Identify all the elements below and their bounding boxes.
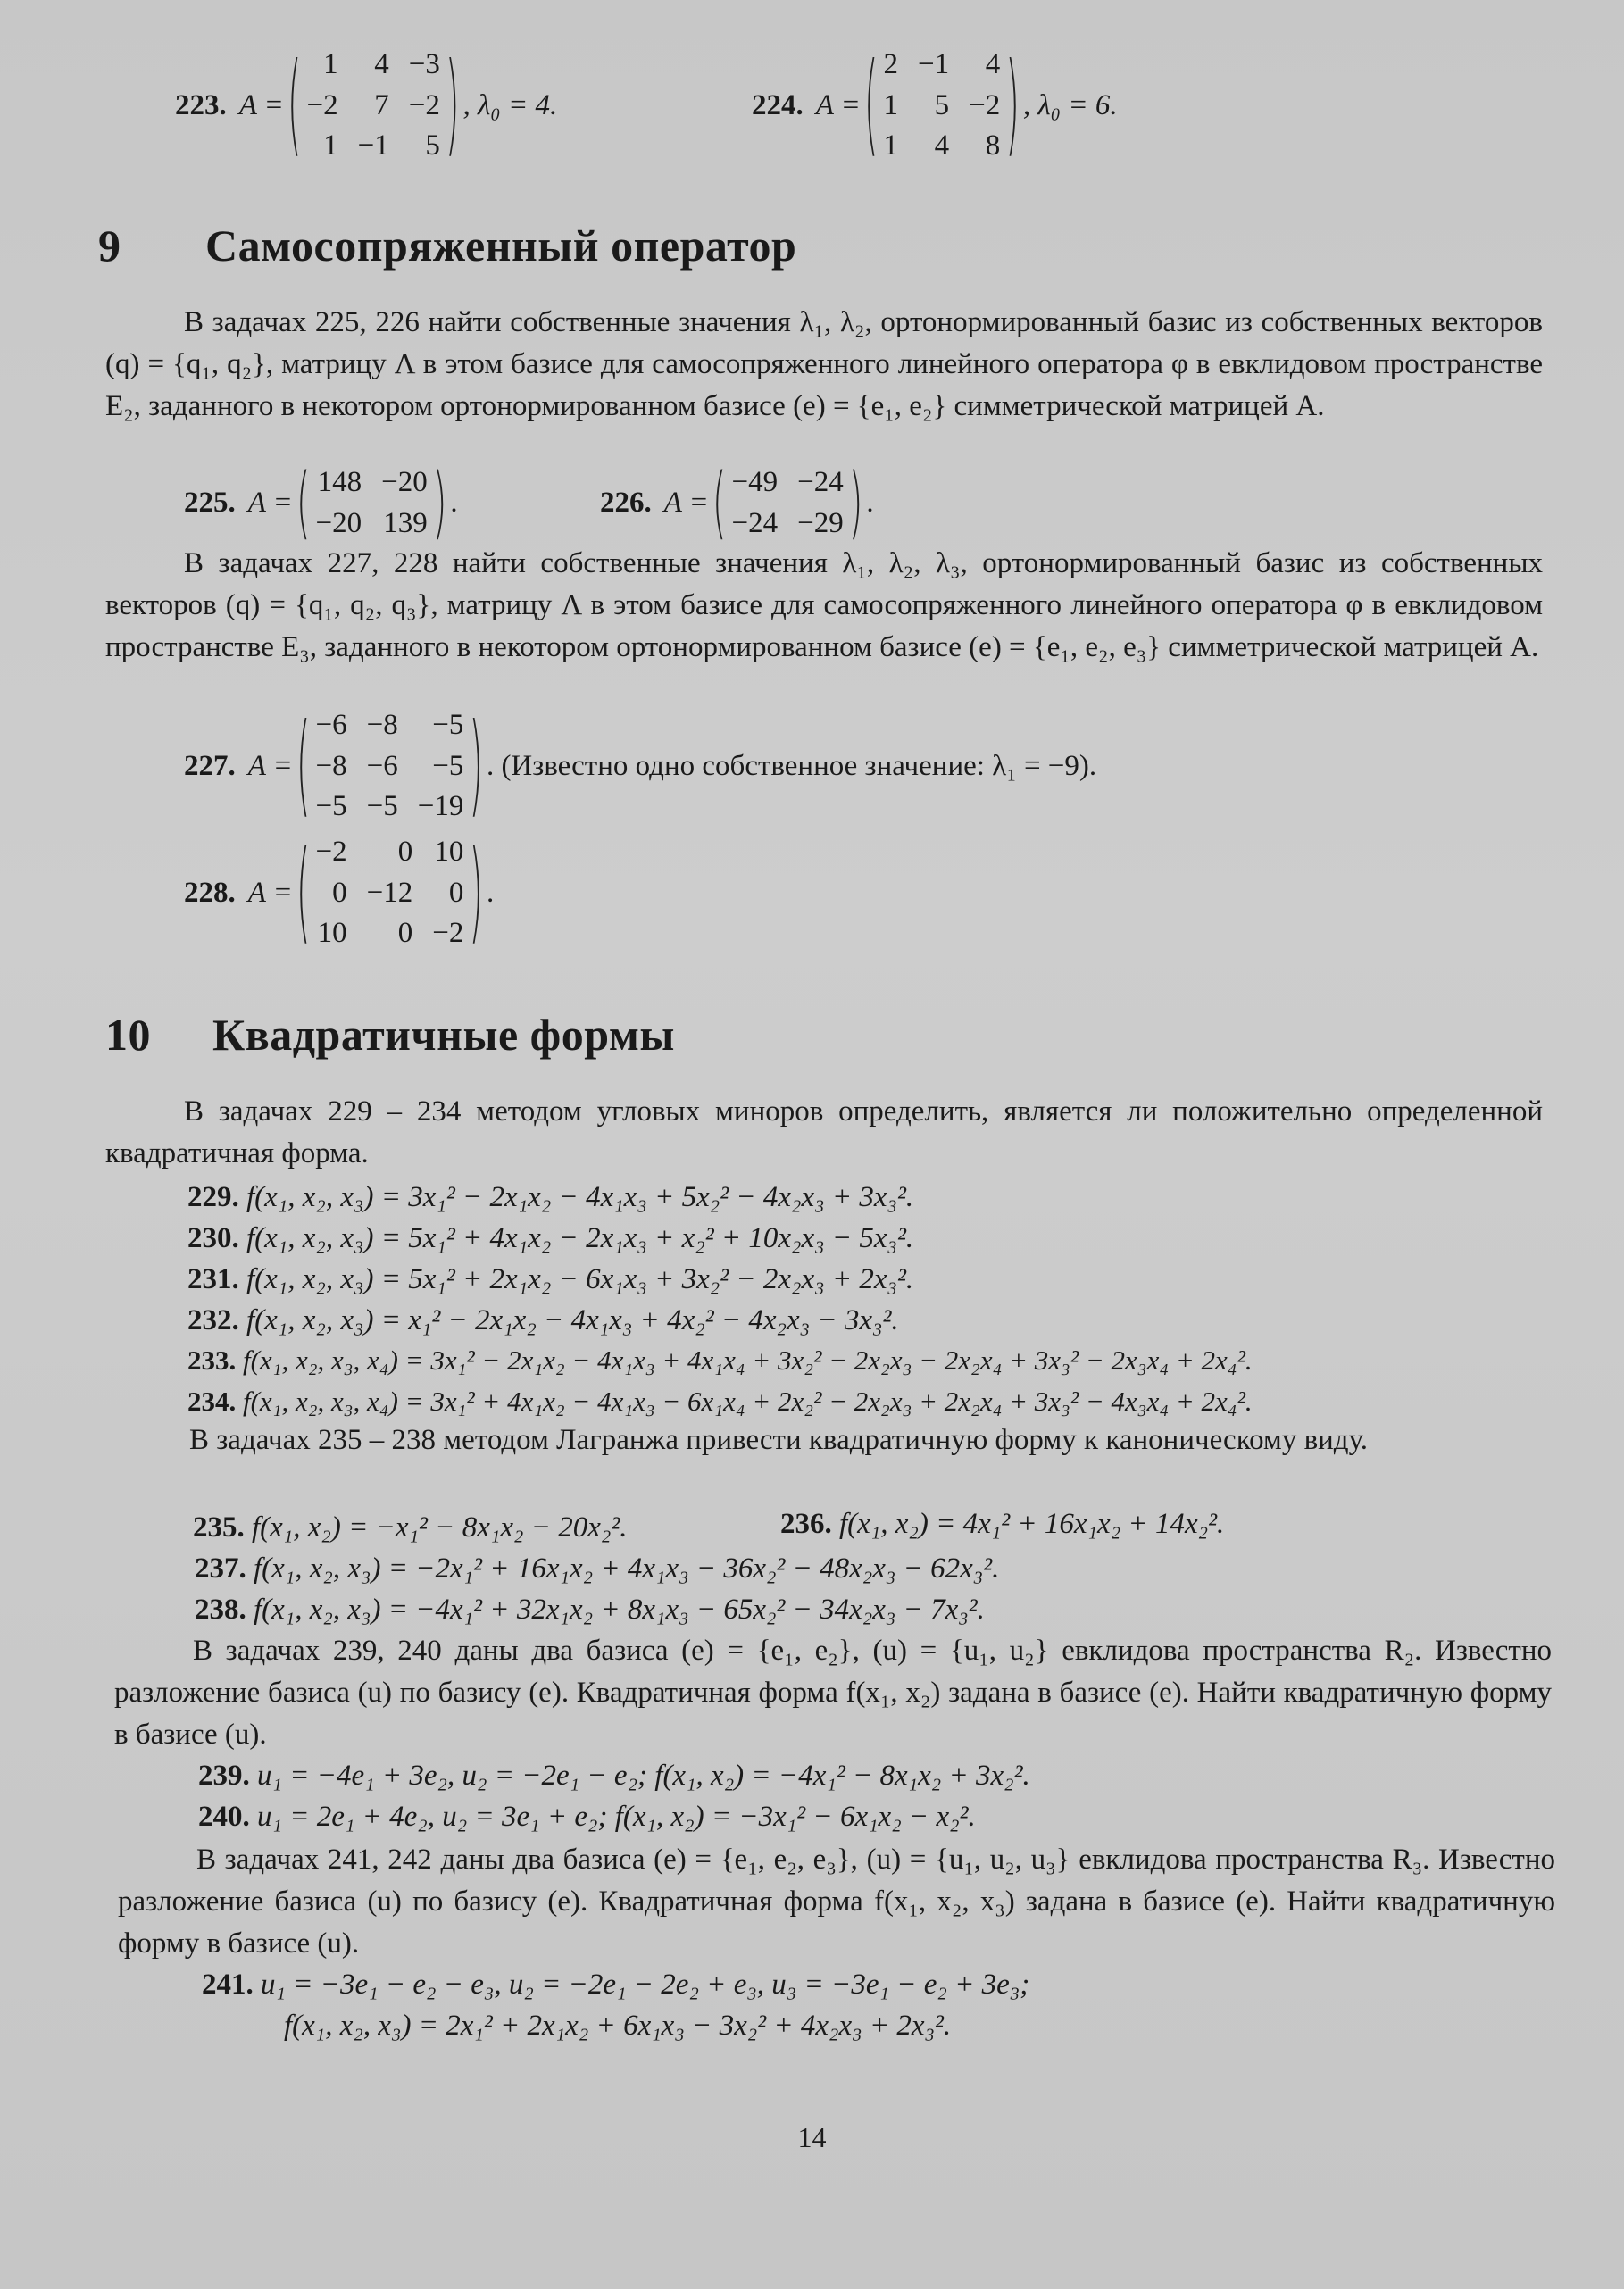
- problem-expression: u₁ = −4e₁ + 3e₂, u₂ = −2e₁ − e₂; f(x₁, x₂) = −4x₁² − 8x₁x₂ + 3x₂².: [257, 1760, 1030, 1792]
- matrix-cell: −1: [357, 129, 389, 162]
- matrix-cell: −19: [417, 790, 464, 823]
- problem-241: [202, 1964, 1029, 2006]
- matrix-cell: −8: [315, 749, 347, 782]
- problem-expression: f(x₁, x₂) = −x₁² − 8x₁x₂ − 20x₂².: [252, 1511, 628, 1544]
- problem-expression: f(x₁, x₂, x₃, x₄) = 3x₁² − 2x₁x₂ − 4x₁x₃ + 4x₁x₄ + 3x₂² − 2x₂x₃ − 2x₂x₄ + 3x₃² − 2x₃x₄ + 2x₄².: [243, 1344, 1253, 1376]
- problem-label: 236.: [780, 1508, 832, 1540]
- matrix-left-paren: (: [296, 828, 311, 957]
- section-heading-10: [105, 1003, 675, 1067]
- matrix-cell: 7: [374, 88, 389, 121]
- problem-expression: u₁ = −3e₁ − e₂ − e₃, u₂ = −2e₁ − 2e₂ + e₃, u₃ = −3e₁ − e₂ + 3e₃;: [261, 1969, 1030, 2001]
- matrix-cell: 4: [985, 48, 1001, 80]
- problem-tail: .: [450, 487, 458, 520]
- matrix-cell: 10: [317, 917, 347, 950]
- matrix-left-paren: (: [296, 457, 311, 549]
- matrix-cell: −2: [969, 88, 1001, 121]
- problem-227: [184, 702, 1097, 830]
- problem-233: [187, 1341, 1253, 1380]
- matrix: [296, 457, 447, 549]
- matrix-cell: 1: [323, 129, 338, 162]
- matrix-cell: 10: [434, 836, 464, 868]
- problem-expression: u₁ = 2e₁ + 4e₂, u₂ = 3e₁ + e₂; f(x₁, x₂) = −3x₁² − 6x₁x₂ − x₂².: [257, 1801, 976, 1833]
- matrix-cell: 0: [332, 876, 347, 909]
- matrix-cell: −2: [315, 836, 347, 868]
- matrix-cell: 139: [383, 506, 428, 539]
- intro-235-238: В задачах 235 – 238 методом Лагранжа привести квадратичную форму к каноническому виду.: [189, 1424, 1369, 1456]
- matrix: [712, 457, 863, 549]
- matrix: [296, 702, 483, 830]
- matrix-cell: 2: [883, 48, 898, 80]
- problem-expression: f(x₁, x₂, x₃, x₄) = 3x₁² + 4x₁x₂ − 4x₁x₃ − 6x₁x₄ + 2x₂² − 2x₂x₃ + 2x₂x₄ + 3x₃² − 4x₃x₄ + 2x₄².: [243, 1386, 1253, 1417]
- problem-label: 228.: [184, 876, 236, 909]
- problem-label: 225.: [184, 487, 236, 520]
- matrix-cell: −2: [432, 917, 464, 950]
- section-title: Самосопряженный оператор: [205, 221, 797, 271]
- section-title: Квадратичные формы: [212, 1010, 675, 1060]
- matrix-cell: 0: [397, 917, 413, 950]
- matrix-cell: −5: [432, 709, 464, 741]
- problem-expression: f(x₁, x₂) = 4x₁² + 16x₁x₂ + 14x₂².: [839, 1508, 1225, 1540]
- problem-230: [187, 1218, 913, 1260]
- matrix-right-paren: ): [445, 41, 460, 170]
- matrix-cell: −24: [731, 506, 779, 539]
- section-number: 10: [105, 1010, 151, 1060]
- problem-234: [187, 1382, 1253, 1421]
- matrix-left-paren: (: [296, 702, 311, 830]
- matrix-cell: −2: [408, 88, 440, 121]
- matrix-cell: −12: [366, 876, 413, 909]
- problem-tail: .: [866, 487, 874, 520]
- problem-237: [195, 1548, 999, 1590]
- problem-label: 234.: [187, 1386, 237, 1417]
- intro-227-228: В задачах 227, 228 найти собственные значения λ₁, λ₂, λ₃, ортонормированный базис из собственных векторов (q) = {q₁, q₂, q₃}, матрицу Λ в этом базисе для самосопряженного линейного оператора φ в евклидовом пространстве E₃, заданного в некотором ортонормированном базисе (e) = {e₁, e₂, e₃} симметрической матрицей A.: [105, 547, 1543, 663]
- matrix: [863, 41, 1020, 170]
- matrix-left-paren: (: [712, 457, 727, 549]
- problem-225: [184, 457, 458, 549]
- intro-241-242: В задачах 241, 242 даны два базиса (e) = {e₁, e₂, e₃}, (u) = {u₁, u₂, u₃} евклидова пространства R₃. Известно разложение базиса (u) по базису (e). Квадратичная форма f(x₁, x₂, x₃) задана в базисе (e). Найти квадратичную форму в базисе (u).: [118, 1844, 1555, 1960]
- problem-label: 229.: [187, 1181, 239, 1213]
- matrix-cell: −2: [306, 88, 338, 121]
- problem-223: [175, 41, 558, 170]
- problem-tail: . (Известно одно собственное значение: λ₁ = −9).: [486, 749, 1097, 782]
- matrix-cell: −6: [366, 749, 398, 782]
- problem-label: 232.: [187, 1304, 239, 1336]
- problem-tail: .: [486, 876, 495, 909]
- problem-expression: f(x₁, x₂, x₃) = −2x₁² + 16x₁x₂ + 4x₁x₃ − 36x₂² − 48x₂x₃ − 62x₃².: [254, 1552, 1000, 1585]
- matrix-cell: −5: [432, 749, 464, 782]
- problem-label: 231.: [187, 1263, 239, 1295]
- problem-label: 239.: [198, 1760, 250, 1792]
- problem-label: 237.: [195, 1552, 246, 1585]
- problem-tail: , λ₀ = 6.: [1022, 88, 1118, 121]
- problem-expression: f(x₁, x₂, x₃) = x₁² − 2x₁x₂ − 4x₁x₃ + 4x₂² − 4x₂x₃ − 3x₃².: [246, 1304, 899, 1336]
- problem-expression: f(x₁, x₂, x₃) = 3x₁² − 2x₁x₂ − 4x₁x₃ + 5x₂² − 4x₂x₃ + 3x₃².: [246, 1181, 914, 1213]
- problem-label: 233.: [187, 1344, 237, 1376]
- problem-label: 224.: [752, 88, 804, 121]
- matrix-left-paren: (: [863, 41, 879, 170]
- problem-label: 240.: [198, 1801, 250, 1833]
- intro-239-240: В задачах 239, 240 даны два базиса (e) = {e₁, e₂}, (u) = {u₁, u₂} евклидова пространства R₂. Известно разложение базиса (u) по базису (e). Квадратичная форма f(x₁, x₂) задана в базисе (e). Найти квадратичную форму в базисе (u).: [114, 1635, 1552, 1751]
- matrix-lhs: A =: [815, 88, 861, 121]
- problem-expression: f(x₁, x₂, x₃) = 5x₁² + 4x₁x₂ − 2x₁x₃ + x₂² + 10x₂x₃ − 5x₃².: [246, 1222, 914, 1254]
- matrix-cell: 8: [985, 129, 1001, 162]
- matrix-cell: −20: [381, 466, 428, 498]
- problem-236: [780, 1503, 1224, 1545]
- problem-224: [752, 41, 1118, 170]
- matrix-cell: 0: [448, 876, 464, 909]
- problem-tail: , λ₀ = 4.: [462, 88, 558, 121]
- problem-label: 235.: [193, 1511, 245, 1544]
- matrix-cell: −29: [797, 506, 844, 539]
- matrix-cell: 4: [934, 129, 950, 162]
- problem-label: 227.: [184, 749, 236, 782]
- problem-label: 226.: [600, 487, 652, 520]
- matrix-lhs: A =: [247, 876, 293, 909]
- matrix-lhs: A =: [238, 88, 284, 121]
- matrix-grid: [310, 705, 469, 828]
- problem-label: 241.: [202, 1969, 254, 2001]
- problem-231: [187, 1259, 913, 1301]
- matrix-cell: −8: [366, 709, 398, 741]
- problem-232: [187, 1300, 899, 1342]
- problem-label: 223.: [175, 88, 227, 121]
- matrix-lhs: A =: [247, 487, 293, 520]
- matrix-right-paren: ): [469, 702, 483, 830]
- problem-226: [600, 457, 874, 549]
- matrix-left-paren: (: [287, 41, 302, 170]
- section-number: 9: [98, 221, 121, 271]
- matrix: [287, 41, 460, 170]
- matrix-cell: −6: [315, 709, 347, 741]
- matrix-cell: −5: [366, 790, 398, 823]
- matrix-cell: 148: [317, 466, 362, 498]
- matrix-cell: 4: [374, 48, 389, 80]
- intro-229-234: В задачах 229 – 234 методом угловых миноров определить, является ли положительно определенной квадратичная форма.: [105, 1095, 1543, 1169]
- matrix-grid: [310, 462, 432, 544]
- problem-240: [198, 1796, 976, 1838]
- matrix-cell: 1: [883, 88, 898, 121]
- matrix-right-paren: ): [848, 457, 863, 549]
- matrix-cell: 5: [934, 88, 950, 121]
- problem-expression: f(x₁, x₂, x₃) = −4x₁² + 32x₁x₂ + 8x₁x₃ − 65x₂² − 34x₂x₃ − 7x₃².: [254, 1594, 985, 1626]
- problem-241-form: [284, 2005, 951, 2047]
- matrix-cell: −1: [917, 48, 950, 80]
- intro-225-226: В задачах 225, 226 найти собственные значения λ₁, λ₂, ортонормированный базис из собственных векторов (q) = {q₁, q₂}, матрицу Λ в этом базисе для самосопряженного линейного оператора φ в евклидовом пространстве E₂, заданного в некотором ортонормированном базисе (e) = {e₁, e₂} симметрической матрицей A.: [105, 306, 1543, 422]
- matrix-cell: 1: [883, 129, 898, 162]
- problem-expression: f(x₁, x₂, x₃) = 5x₁² + 2x₁x₂ − 6x₁x₃ + 3x₂² − 2x₂x₃ + 2x₃².: [246, 1263, 914, 1295]
- matrix-right-paren: ): [432, 457, 447, 549]
- problem-235: [193, 1507, 627, 1549]
- matrix-cell: 5: [425, 129, 440, 162]
- matrix-grid: [726, 462, 848, 544]
- matrix-cell: −3: [408, 48, 440, 80]
- problem-label: 238.: [195, 1594, 246, 1626]
- problem-238: [195, 1589, 985, 1631]
- matrix-cell: −20: [315, 506, 362, 539]
- problem-239: [198, 1755, 1030, 1797]
- matrix-cell: −49: [731, 466, 779, 498]
- matrix-grid: [301, 45, 445, 167]
- problem-expression: f(x₁, x₂, x₃) = 2x₁² + 2x₁x₂ + 6x₁x₃ − 3x₂² + 4x₂x₃ + 2x₃².: [284, 2010, 952, 2042]
- matrix-cell: 0: [397, 836, 413, 868]
- page-number: 14: [797, 2121, 827, 2153]
- matrix-right-paren: ): [469, 828, 483, 957]
- matrix-grid: [310, 832, 469, 954]
- matrix-lhs: A =: [663, 487, 709, 520]
- section-heading-9: [98, 214, 796, 278]
- problem-228: [184, 828, 495, 957]
- matrix-cell: 1: [323, 48, 338, 80]
- matrix-right-paren: ): [1005, 41, 1020, 170]
- matrix-grid: [878, 45, 1005, 167]
- matrix: [296, 828, 483, 957]
- problem-label: 230.: [187, 1222, 239, 1254]
- matrix-cell: −5: [315, 790, 347, 823]
- matrix-lhs: A =: [247, 749, 293, 782]
- matrix-cell: −24: [797, 466, 844, 498]
- problem-229: [187, 1177, 913, 1219]
